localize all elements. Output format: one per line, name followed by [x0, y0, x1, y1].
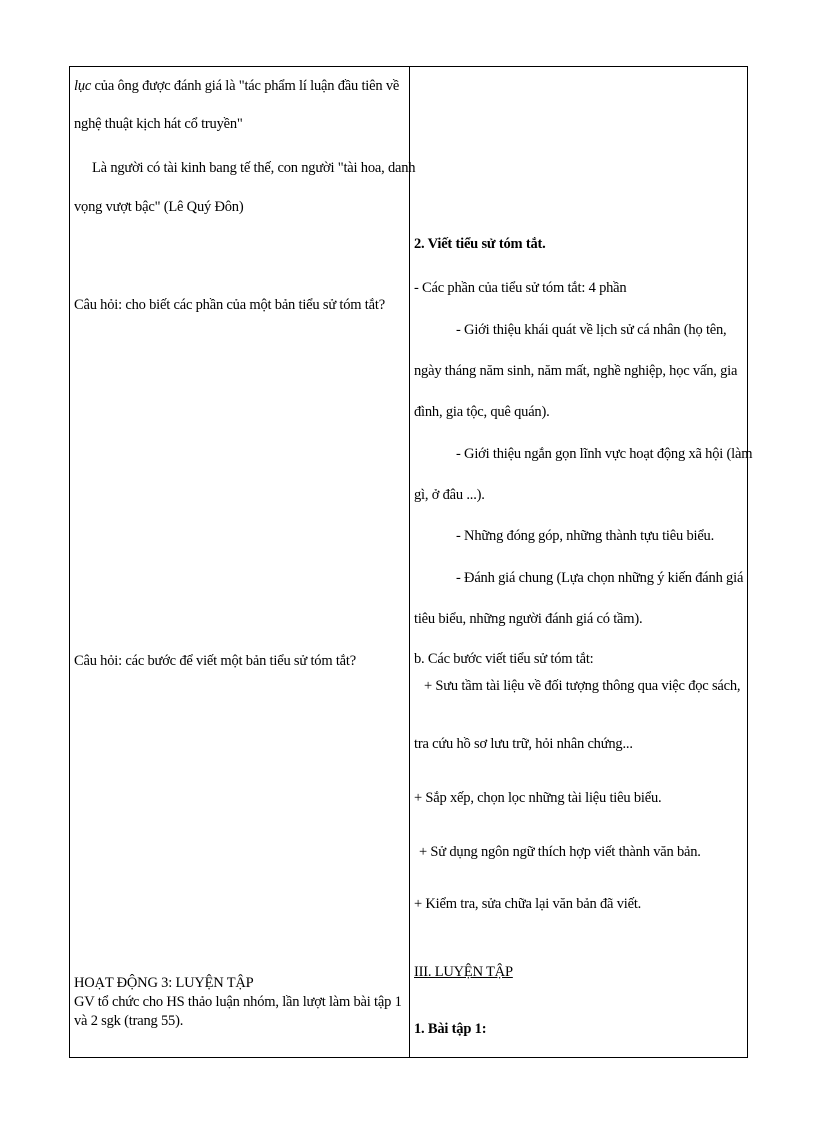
- intro-text: của ông được đánh giá là "tác phẩm lí luận đầu tiên về: [91, 78, 400, 94]
- part4-line2: tiêu biểu, những người đánh giá có tầm).: [414, 611, 643, 627]
- step1-line1: + Sưu tầm tài liệu về đối tượng thông qua việc đọc sách,: [424, 678, 741, 694]
- parts-intro: - Các phần của tiểu sử tóm tắt: 4 phần: [414, 280, 627, 296]
- part3: - Những đóng góp, những thành tựu tiêu biểu.: [456, 528, 715, 544]
- question-parts: Câu hỏi: cho biết các phần của một bản tiểu sử tóm tắt?: [74, 297, 385, 313]
- part1-line3: đình, gia tộc, quê quán).: [414, 404, 550, 420]
- step2: + Sắp xếp, chọn lọc những tài liệu tiêu biểu.: [414, 790, 662, 806]
- intro-italic-word: lục: [74, 78, 92, 94]
- part2-line1: - Giới thiệu ngắn gọn lĩnh vực hoạt động xã hội (làm: [456, 446, 753, 462]
- talent-paragraph-line2: vọng vượt bậc" (Lê Quý Đôn): [74, 199, 244, 215]
- heading-write-biography: 2. Viết tiểu sử tóm tắt.: [414, 236, 546, 252]
- section-practice-heading: III. LUYỆN TẬP: [414, 964, 513, 980]
- step1-line2: tra cứu hồ sơ lưu trữ, hỏi nhân chứng...: [414, 736, 633, 752]
- part1-line1: - Giới thiệu khái quát về lịch sử cá nhân (họ tên,: [456, 322, 727, 338]
- exercise1-heading: 1. Bài tập 1:: [414, 1021, 487, 1037]
- part2-line2: gì, ở đâu ...).: [414, 487, 485, 503]
- step3: + Sử dụng ngôn ngữ thích hợp viết thành văn bản.: [419, 844, 701, 860]
- activity-line1: GV tổ chức cho HS thảo luận nhóm, lần lượt làm bài tập 1: [74, 994, 402, 1010]
- talent-paragraph-line1: Là người có tài kinh bang tế thế, con người "tài hoa, danh: [92, 160, 416, 176]
- activity-line2: và 2 sgk (trang 55).: [74, 1013, 184, 1029]
- activity-title: HOẠT ĐỘNG 3: LUYỆN TẬP: [74, 975, 254, 991]
- step4: + Kiểm tra, sửa chữa lại văn bản đã viết.: [414, 896, 642, 912]
- intro-paragraph-line1: [74, 77, 399, 95]
- column-divider: [409, 67, 410, 1057]
- intro-paragraph-line2: nghệ thuật kịch hát cổ truyền": [74, 116, 243, 132]
- steps-title: b. Các bước viết tiểu sử tóm tắt:: [414, 651, 594, 667]
- part1-line2: ngày tháng năm sinh, năm mất, nghề nghiệp, học vấn, gia: [414, 363, 738, 379]
- part4-line1: - Đánh giá chung (Lựa chọn những ý kiến đánh giá: [456, 570, 744, 586]
- lesson-table: [69, 66, 753, 1058]
- question-steps: Câu hỏi: các bước để viết một bản tiểu sử tóm tắt?: [74, 653, 356, 669]
